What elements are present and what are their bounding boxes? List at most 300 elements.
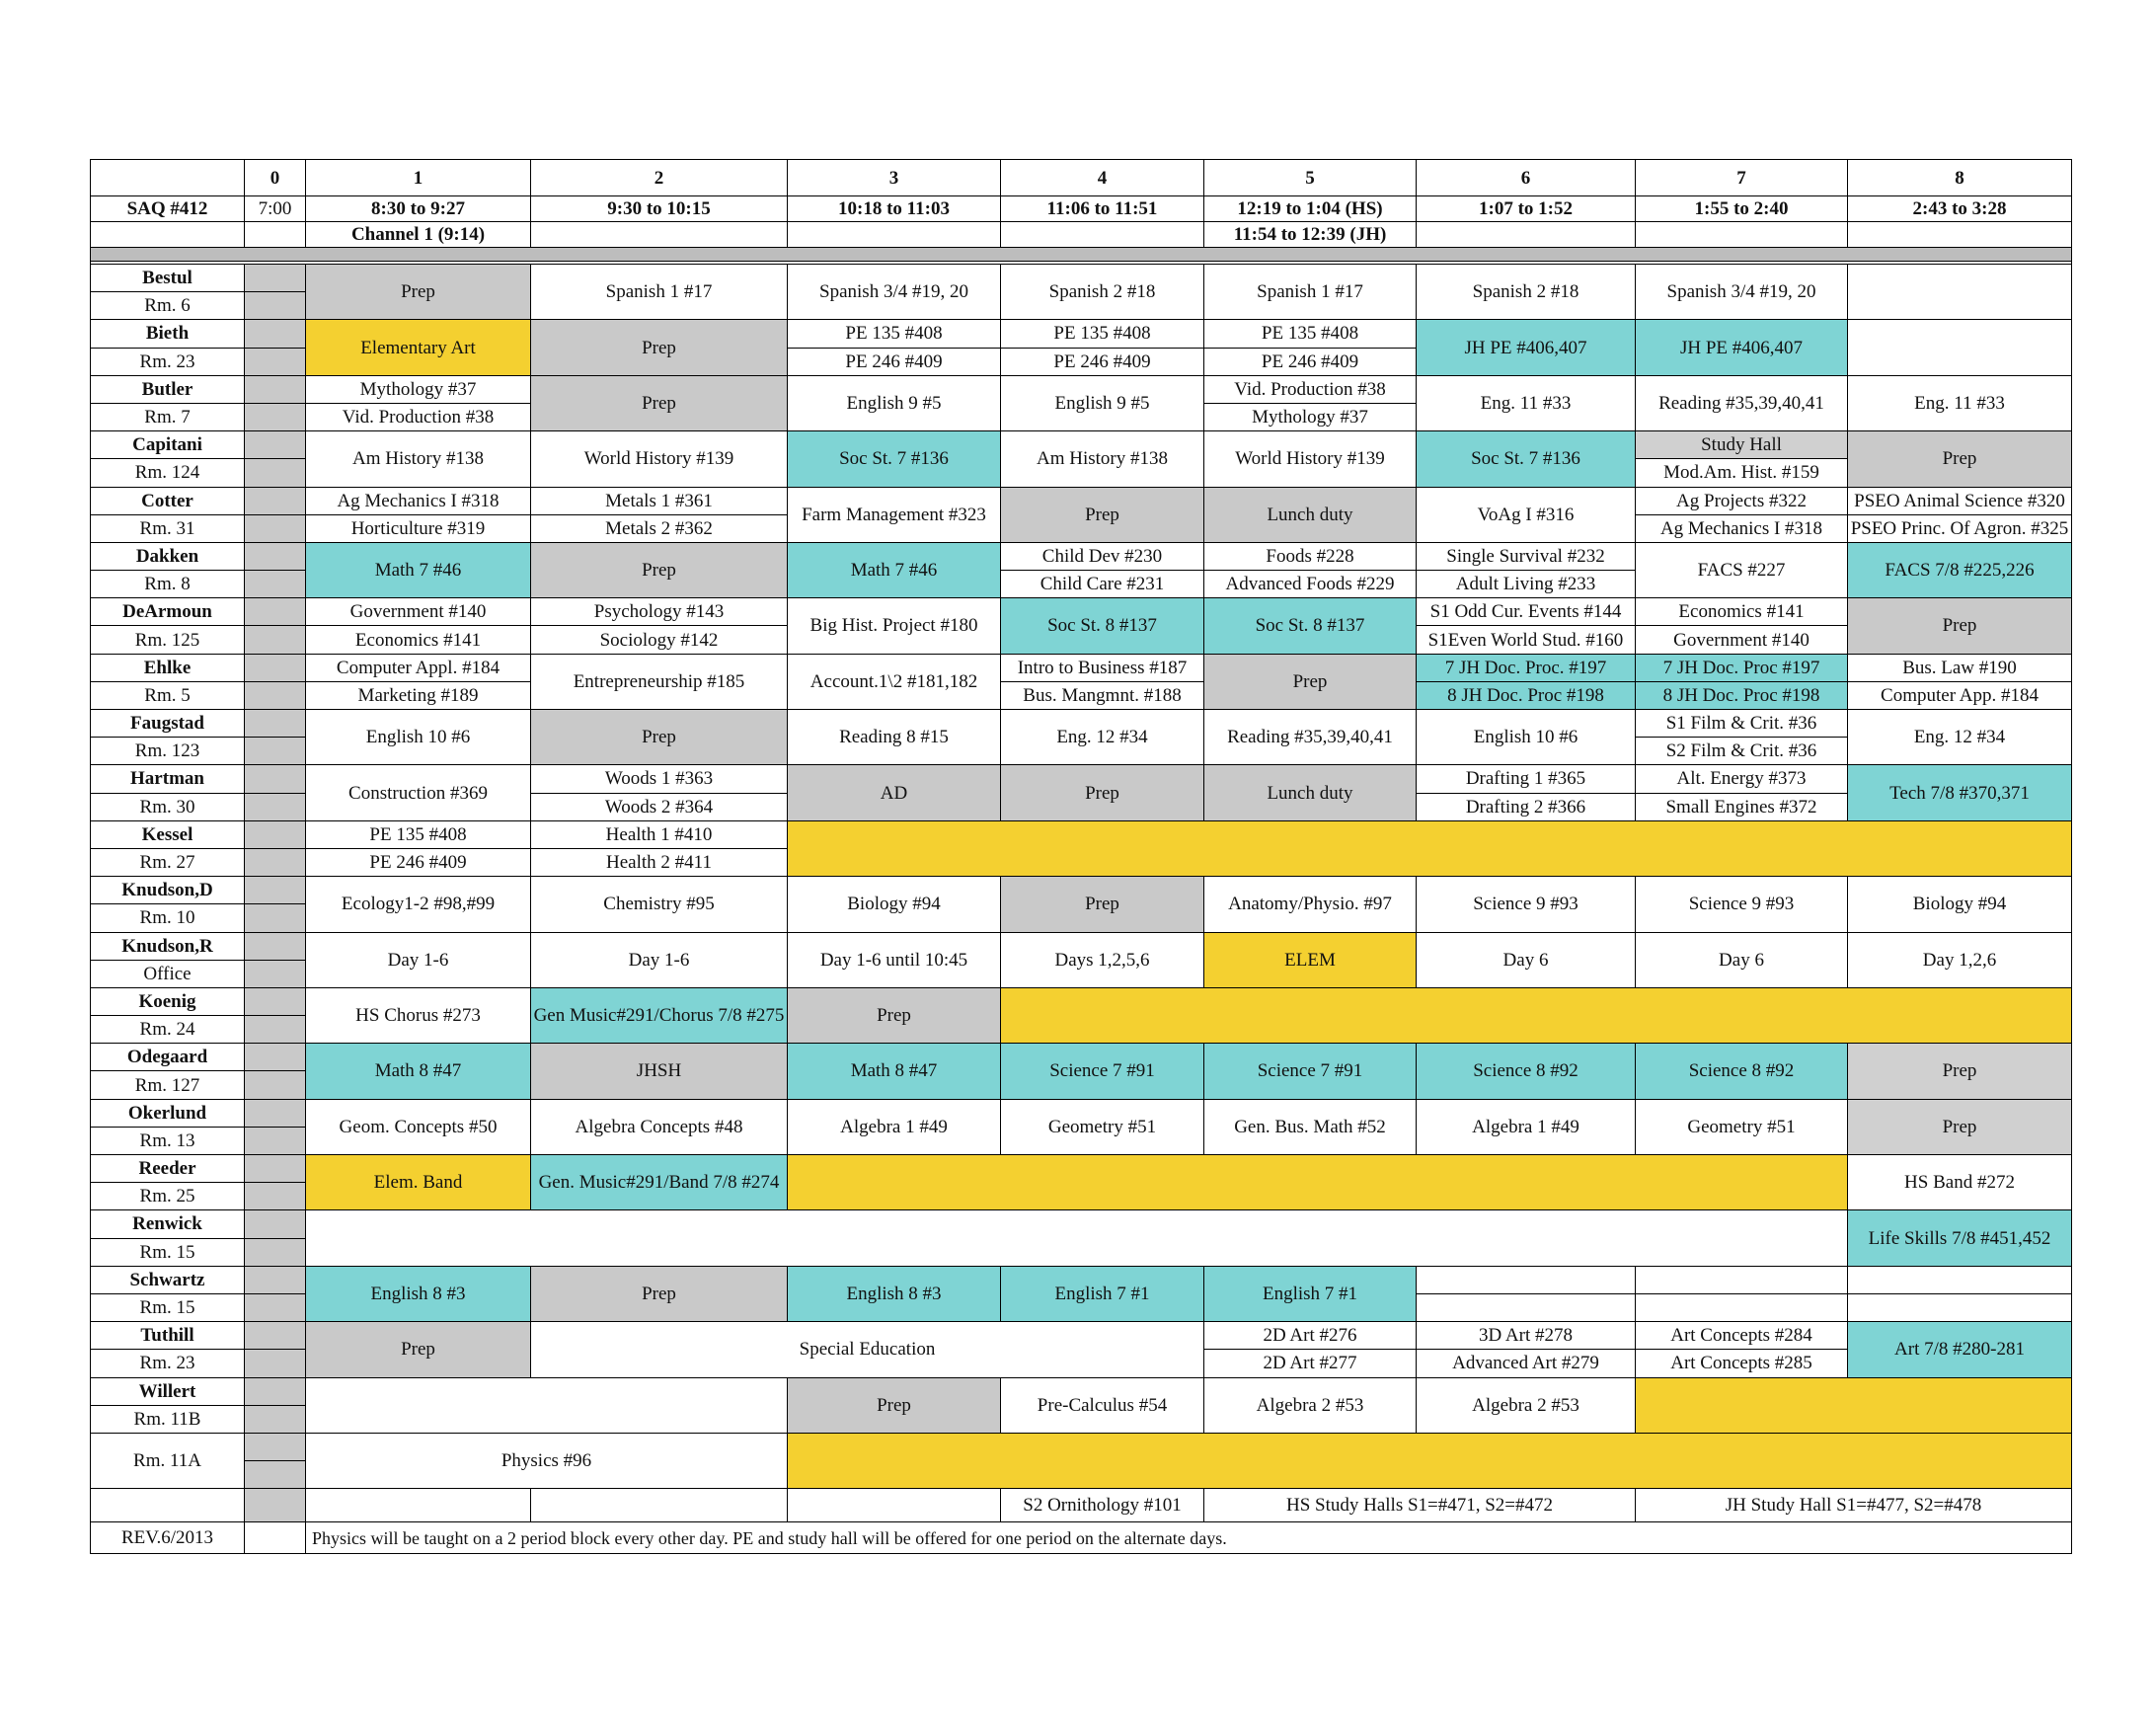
period-number: 6 bbox=[1417, 159, 1636, 196]
saq-label: SAQ #412 bbox=[90, 196, 245, 222]
class-cell: 3D Art #278 bbox=[1417, 1322, 1636, 1350]
blank-cell bbox=[245, 222, 306, 248]
class-cell: English 8 #3 bbox=[788, 1267, 1001, 1322]
period-0-cell bbox=[245, 626, 306, 654]
class-cell: Government #140 bbox=[306, 598, 531, 626]
period-0-cell bbox=[245, 988, 306, 1016]
class-cell: 8 JH Doc. Proc #198 bbox=[1417, 682, 1636, 710]
class-cell: Big Hist. Project #180 bbox=[788, 598, 1001, 654]
class-cell: Marketing #189 bbox=[306, 682, 531, 710]
class-cell: FACS #227 bbox=[1636, 543, 1848, 598]
class-cell: ELEM bbox=[1204, 933, 1417, 988]
blank-cell bbox=[788, 222, 1001, 248]
class-cell: Prep bbox=[1204, 655, 1417, 710]
class-cell: JH Study Hall S1=#477, S2=#478 bbox=[1636, 1489, 2072, 1522]
teacher-name: Okerlund bbox=[90, 1100, 245, 1128]
class-cell: Intro to Business #187 bbox=[1001, 655, 1204, 682]
class-cell: Spanish 3/4 #19, 20 bbox=[1636, 265, 1848, 320]
teacher-name: Faugstad bbox=[90, 710, 245, 738]
class-cell: Drafting 1 #365 bbox=[1417, 765, 1636, 793]
class-cell: 2D Art #277 bbox=[1204, 1350, 1417, 1377]
class-cell: Child Care #231 bbox=[1001, 571, 1204, 598]
class-cell: Eng. 11 #33 bbox=[1848, 376, 2072, 431]
period-0-cell bbox=[245, 488, 306, 515]
class-cell: Child Dev #230 bbox=[1001, 543, 1204, 571]
class-cell: PSEO Princ. Of Agron. #325 bbox=[1848, 515, 2072, 543]
teacher-room: Rm. 24 bbox=[90, 1016, 245, 1044]
class-cell: Day 6 bbox=[1417, 933, 1636, 988]
class-cell: Drafting 2 #366 bbox=[1417, 794, 1636, 821]
class-cell: Gen. Bus. Math #52 bbox=[1204, 1100, 1417, 1155]
class-cell: World History #139 bbox=[1204, 431, 1417, 487]
unavailable-block bbox=[788, 1155, 1848, 1210]
period-0-cell bbox=[245, 1210, 306, 1238]
period-time: 12:19 to 1:04 (HS) bbox=[1204, 196, 1417, 222]
class-cell: Sociology #142 bbox=[531, 626, 788, 654]
unavailable-block bbox=[1001, 988, 2072, 1044]
class-cell: Day 1-6 bbox=[306, 933, 531, 988]
class-cell: English 7 #1 bbox=[1204, 1267, 1417, 1322]
period-0-cell bbox=[245, 349, 306, 376]
class-cell: English 10 #6 bbox=[306, 710, 531, 765]
class-cell: Elementary Art bbox=[306, 320, 531, 375]
class-cell: Reading 8 #15 bbox=[788, 710, 1001, 765]
class-cell: S1Even World Stud. #160 bbox=[1417, 626, 1636, 654]
class-cell: Art Concepts #285 bbox=[1636, 1350, 1848, 1377]
class-cell: Soc St. 7 #136 bbox=[1417, 431, 1636, 487]
class-cell: English 7 #1 bbox=[1001, 1267, 1204, 1322]
class-cell: Spanish 2 #18 bbox=[1417, 265, 1636, 320]
class-cell: Advanced Foods #229 bbox=[1204, 571, 1417, 598]
period-0-cell bbox=[245, 765, 306, 793]
class-cell: Advanced Art #279 bbox=[1417, 1350, 1636, 1377]
class-cell: Algebra 1 #49 bbox=[788, 1100, 1001, 1155]
class-cell: Spanish 1 #17 bbox=[1204, 265, 1417, 320]
teacher-name: DeArmoun bbox=[90, 598, 245, 626]
class-cell: Eng. 12 #34 bbox=[1001, 710, 1204, 765]
class-cell: Chemistry #95 bbox=[531, 877, 788, 932]
class-cell: Algebra 2 #53 bbox=[1204, 1378, 1417, 1434]
teacher-room: Rm. 11A bbox=[90, 1434, 245, 1489]
class-cell: FACS 7/8 #225,226 bbox=[1848, 543, 2072, 598]
class-cell: Bus. Law #190 bbox=[1848, 655, 2072, 682]
class-cell: Day 1,2,6 bbox=[1848, 933, 2072, 988]
class-cell: VoAg I #316 bbox=[1417, 488, 1636, 543]
period-0-cell bbox=[245, 1183, 306, 1210]
period-0-cell bbox=[245, 821, 306, 849]
class-cell: Vid. Production #38 bbox=[1204, 376, 1417, 404]
jh-time: 11:54 to 12:39 (JH) bbox=[1204, 222, 1417, 248]
period-0-cell bbox=[245, 376, 306, 404]
class-cell: Biology #94 bbox=[788, 877, 1001, 932]
class-cell: Small Engines #372 bbox=[1636, 794, 1848, 821]
class-cell: Bus. Mangmnt. #188 bbox=[1001, 682, 1204, 710]
class-cell: PSEO Animal Science #320 bbox=[1848, 488, 2072, 515]
period-0-cell bbox=[245, 1406, 306, 1434]
period-time: 10:18 to 11:03 bbox=[788, 196, 1001, 222]
period-time: 8:30 to 9:27 bbox=[306, 196, 531, 222]
class-cell: Computer App. #184 bbox=[1848, 682, 2072, 710]
period-0-cell bbox=[245, 292, 306, 320]
class-cell: Account.1\2 #181,182 bbox=[788, 655, 1001, 710]
period-number: 3 bbox=[788, 159, 1001, 196]
class-cell: Mod.Am. Hist. #159 bbox=[1636, 459, 1848, 487]
class-cell: Pre-Calculus #54 bbox=[1001, 1378, 1204, 1434]
teacher-room: Rm. 6 bbox=[90, 292, 245, 320]
class-cell: Spanish 1 #17 bbox=[531, 265, 788, 320]
teacher-room: Rm. 27 bbox=[90, 849, 245, 877]
teacher-name: Dakken bbox=[90, 543, 245, 571]
class-cell: Horticulture #319 bbox=[306, 515, 531, 543]
class-cell: Science 8 #92 bbox=[1636, 1044, 1848, 1099]
class-cell: PE 246 #409 bbox=[1204, 349, 1417, 376]
teacher-room: Rm. 15 bbox=[90, 1239, 245, 1267]
class-cell: HS Study Halls S1=#471, S2=#472 bbox=[1204, 1489, 1636, 1522]
period-0-cell bbox=[245, 1100, 306, 1128]
class-cell: Prep bbox=[1001, 877, 1204, 932]
period-time: 11:06 to 11:51 bbox=[1001, 196, 1204, 222]
period-number: 7 bbox=[1636, 159, 1848, 196]
schedule-grid bbox=[90, 159, 2072, 1557]
period-time: 1:07 to 1:52 bbox=[1417, 196, 1636, 222]
teacher-room: Rm. 15 bbox=[90, 1294, 245, 1322]
class-cell: Science 7 #91 bbox=[1204, 1044, 1417, 1099]
teacher-name: Schwartz bbox=[90, 1267, 245, 1294]
class-cell: PE 135 #408 bbox=[1204, 320, 1417, 348]
period-0-cell bbox=[245, 1378, 306, 1406]
unavailable-block bbox=[788, 1434, 2072, 1489]
class-cell: PE 246 #409 bbox=[1001, 349, 1204, 376]
class-cell: Science 9 #93 bbox=[1417, 877, 1636, 932]
period-0-cell bbox=[245, 849, 306, 877]
period-0-cell bbox=[245, 1461, 306, 1489]
class-cell: Lunch duty bbox=[1204, 765, 1417, 820]
class-cell bbox=[1848, 320, 2072, 375]
teacher-room: Rm. 10 bbox=[90, 904, 245, 932]
class-cell: English 9 #5 bbox=[788, 376, 1001, 431]
period-number: 2 bbox=[531, 159, 788, 196]
teacher-name: Hartman bbox=[90, 765, 245, 793]
class-cell: Algebra 2 #53 bbox=[1417, 1378, 1636, 1434]
period-0-cell bbox=[245, 543, 306, 571]
blank-cell bbox=[306, 1489, 531, 1522]
class-cell: Soc St. 8 #137 bbox=[1001, 598, 1204, 654]
class-cell: S1 Film & Crit. #36 bbox=[1636, 710, 1848, 738]
class-cell: Anatomy/Physio. #97 bbox=[1204, 877, 1417, 932]
period-0-cell bbox=[245, 265, 306, 292]
class-cell: PE 135 #408 bbox=[306, 821, 531, 849]
blank-cell bbox=[531, 1489, 788, 1522]
teacher-room: Rm. 8 bbox=[90, 571, 245, 598]
class-cell: Prep bbox=[531, 376, 788, 431]
teacher-name: Kessel bbox=[90, 821, 245, 849]
class-cell: Prep bbox=[1001, 765, 1204, 820]
teacher-room: Rm. 30 bbox=[90, 794, 245, 821]
class-cell: AD bbox=[788, 765, 1001, 820]
class-cell: English 8 #3 bbox=[306, 1267, 531, 1322]
class-cell: 8 JH Doc. Proc #198 bbox=[1636, 682, 1848, 710]
period-0-cell bbox=[245, 710, 306, 738]
class-cell: Prep bbox=[531, 543, 788, 598]
teacher-name: Bieth bbox=[90, 320, 245, 348]
class-cell: Computer Appl. #184 bbox=[306, 655, 531, 682]
class-cell: Days 1,2,5,6 bbox=[1001, 933, 1204, 988]
class-cell: Mythology #37 bbox=[306, 376, 531, 404]
class-cell: Prep bbox=[531, 1267, 788, 1322]
class-cell: Gen. Music#291/Band 7/8 #274 bbox=[531, 1155, 788, 1210]
period-time: 1:55 to 2:40 bbox=[1636, 196, 1848, 222]
period-0-cell bbox=[245, 1350, 306, 1377]
class-cell: Science 7 #91 bbox=[1001, 1044, 1204, 1099]
empty-cell bbox=[1636, 1267, 1848, 1294]
class-cell: Prep bbox=[1848, 598, 2072, 654]
class-cell: Prep bbox=[1848, 1044, 2072, 1099]
period-0-cell bbox=[245, 320, 306, 348]
class-cell: Elem. Band bbox=[306, 1155, 531, 1210]
period-0-cell bbox=[245, 794, 306, 821]
revision-label: REV.6/2013 bbox=[90, 1522, 245, 1554]
blank-cell bbox=[90, 222, 245, 248]
class-cell: Algebra 1 #49 bbox=[1417, 1100, 1636, 1155]
period-0-cell bbox=[245, 598, 306, 626]
empty-cell bbox=[1636, 1294, 1848, 1322]
class-cell: Day 1-6 bbox=[531, 933, 788, 988]
class-cell: S2 Ornithology #101 bbox=[1001, 1489, 1204, 1522]
class-cell: Single Survival #232 bbox=[1417, 543, 1636, 571]
teacher-room: Rm. 25 bbox=[90, 1183, 245, 1210]
teacher-name: Knudson,D bbox=[90, 877, 245, 904]
class-cell: Soc St. 8 #137 bbox=[1204, 598, 1417, 654]
class-cell: Math 7 #46 bbox=[306, 543, 531, 598]
class-cell: Algebra Concepts #48 bbox=[531, 1100, 788, 1155]
class-cell: Biology #94 bbox=[1848, 877, 2072, 932]
period-0-cell bbox=[245, 571, 306, 598]
period-time: 9:30 to 10:15 bbox=[531, 196, 788, 222]
class-cell: Mythology #37 bbox=[1204, 404, 1417, 431]
class-cell: Eng. 12 #34 bbox=[1848, 710, 2072, 765]
class-cell: Entrepreneurship #185 bbox=[531, 655, 788, 710]
blank-cell bbox=[1848, 222, 2072, 248]
teacher-name: Knudson,R bbox=[90, 933, 245, 961]
class-cell: Vid. Production #38 bbox=[306, 404, 531, 431]
class-cell: Special Education bbox=[531, 1322, 1204, 1377]
teacher-name: Capitani bbox=[90, 431, 245, 459]
teacher-name: Butler bbox=[90, 376, 245, 404]
class-cell: Art Concepts #284 bbox=[1636, 1322, 1848, 1350]
class-cell: 7 JH Doc. Proc #197 bbox=[1636, 655, 1848, 682]
teacher-room: Rm. 23 bbox=[90, 1350, 245, 1377]
period-0-cell bbox=[245, 1267, 306, 1294]
teacher-room: Rm. 124 bbox=[90, 459, 245, 487]
class-cell: Day 1-6 until 10:45 bbox=[788, 933, 1001, 988]
class-cell: S1 Odd Cur. Events #144 bbox=[1417, 598, 1636, 626]
period-0-cell bbox=[245, 1239, 306, 1267]
empty-block bbox=[306, 1210, 1848, 1266]
class-cell: English 10 #6 bbox=[1417, 710, 1636, 765]
blank-cell bbox=[1001, 222, 1204, 248]
teacher-name: Koenig bbox=[90, 988, 245, 1016]
blank-cell bbox=[245, 1522, 306, 1554]
teacher-room: Rm. 127 bbox=[90, 1071, 245, 1099]
class-cell: JH PE #406,407 bbox=[1417, 320, 1636, 375]
class-cell: Spanish 3/4 #19, 20 bbox=[788, 265, 1001, 320]
period-0-cell bbox=[245, 1155, 306, 1183]
period-0-cell bbox=[245, 1434, 306, 1461]
class-cell: JHSH bbox=[531, 1044, 788, 1099]
class-cell: HS Chorus #273 bbox=[306, 988, 531, 1044]
class-cell: PE 135 #408 bbox=[788, 320, 1001, 348]
period-0-cell bbox=[245, 431, 306, 459]
empty-block bbox=[306, 1378, 788, 1434]
period-time: 2:43 to 3:28 bbox=[1848, 196, 2072, 222]
teacher-name: Cotter bbox=[90, 488, 245, 515]
period-0-cell bbox=[245, 515, 306, 543]
teacher-room: Rm. 13 bbox=[90, 1128, 245, 1155]
channel-label: Channel 1 (9:14) bbox=[306, 222, 531, 248]
class-cell: Am History #138 bbox=[1001, 431, 1204, 487]
class-cell: Tech 7/8 #370,371 bbox=[1848, 765, 2072, 820]
period-number: 1 bbox=[306, 159, 531, 196]
class-cell: Math 8 #47 bbox=[306, 1044, 531, 1099]
class-cell: Health 1 #410 bbox=[531, 821, 788, 849]
class-cell: 2D Art #276 bbox=[1204, 1322, 1417, 1350]
class-cell bbox=[1848, 265, 2072, 320]
class-cell: Prep bbox=[306, 265, 531, 320]
class-cell: Prep bbox=[531, 320, 788, 375]
blank-cell bbox=[1417, 222, 1636, 248]
class-cell: Study Hall bbox=[1636, 431, 1848, 459]
period-0-cell bbox=[245, 933, 306, 961]
class-cell: Prep bbox=[788, 1378, 1001, 1434]
class-cell: Eng. 11 #33 bbox=[1417, 376, 1636, 431]
unavailable-block bbox=[788, 821, 2072, 877]
teacher-name: Bestul bbox=[90, 265, 245, 292]
period-0-cell bbox=[245, 682, 306, 710]
class-cell: 7 JH Doc. Proc. #197 bbox=[1417, 655, 1636, 682]
class-cell: World History #139 bbox=[531, 431, 788, 487]
empty-cell bbox=[1848, 1294, 2072, 1322]
class-cell: Prep bbox=[1848, 1100, 2072, 1155]
teacher-room: Rm. 125 bbox=[90, 626, 245, 654]
blank-cell bbox=[1636, 222, 1848, 248]
teacher-room: Office bbox=[90, 961, 245, 988]
period-0-cell bbox=[245, 738, 306, 765]
period-0-cell bbox=[245, 904, 306, 932]
class-cell: Prep bbox=[788, 988, 1001, 1044]
class-cell: Ag Projects #322 bbox=[1636, 488, 1848, 515]
empty-cell bbox=[1417, 1267, 1636, 1294]
class-cell: Prep bbox=[531, 710, 788, 765]
period-number: 8 bbox=[1848, 159, 2072, 196]
class-cell: S2 Film & Crit. #36 bbox=[1636, 738, 1848, 765]
footer-note: Physics will be taught on a 2 period block every other day. PE and study hall will be offered for one period on the alternate days. bbox=[306, 1522, 2072, 1554]
teacher-room: Rm. 5 bbox=[90, 682, 245, 710]
teacher-name: Odegaard bbox=[90, 1044, 245, 1071]
empty-cell bbox=[1417, 1294, 1636, 1322]
period-0-cell bbox=[245, 1489, 306, 1522]
class-cell: Health 2 #411 bbox=[531, 849, 788, 877]
teacher-room: Rm. 23 bbox=[90, 349, 245, 376]
class-cell: Economics #141 bbox=[1636, 598, 1848, 626]
class-cell: Prep bbox=[1001, 488, 1204, 543]
class-cell: Ecology1-2 #98,#99 bbox=[306, 877, 531, 932]
class-cell: Art 7/8 #280-281 bbox=[1848, 1322, 2072, 1377]
class-cell: Prep bbox=[1848, 431, 2072, 487]
period-number: 0 bbox=[245, 159, 306, 196]
class-cell: JH PE #406,407 bbox=[1636, 320, 1848, 375]
class-cell: Soc St. 7 #136 bbox=[788, 431, 1001, 487]
class-cell: PE 246 #409 bbox=[788, 349, 1001, 376]
period-0-cell bbox=[245, 655, 306, 682]
class-cell: Gen Music#291/Chorus 7/8 #275 bbox=[531, 988, 788, 1044]
teacher-name: Ehlke bbox=[90, 655, 245, 682]
class-cell: Lunch duty bbox=[1204, 488, 1417, 543]
class-cell: Geometry #51 bbox=[1001, 1100, 1204, 1155]
class-cell: PE 135 #408 bbox=[1001, 320, 1204, 348]
class-cell: Life Skills 7/8 #451,452 bbox=[1848, 1210, 2072, 1266]
class-cell: Ag Mechanics I #318 bbox=[1636, 515, 1848, 543]
teacher-name: Willert bbox=[90, 1378, 245, 1406]
period-0-cell bbox=[245, 1294, 306, 1322]
period-0-cell bbox=[245, 1016, 306, 1044]
class-cell: Alt. Energy #373 bbox=[1636, 765, 1848, 793]
class-cell: Woods 2 #364 bbox=[531, 794, 788, 821]
teacher-name: Tuthill bbox=[90, 1322, 245, 1350]
unavailable-block bbox=[1636, 1378, 2072, 1434]
blank-cell bbox=[531, 222, 788, 248]
period-time: 7:00 bbox=[245, 196, 306, 222]
class-cell: Woods 1 #363 bbox=[531, 765, 788, 793]
class-cell: Adult Living #233 bbox=[1417, 571, 1636, 598]
class-cell: Foods #228 bbox=[1204, 543, 1417, 571]
header-corner bbox=[90, 159, 245, 196]
blank-cell bbox=[90, 1489, 245, 1522]
period-0-cell bbox=[245, 877, 306, 904]
class-cell: Am History #138 bbox=[306, 431, 531, 487]
period-0-cell bbox=[245, 404, 306, 431]
teacher-room: Rm. 7 bbox=[90, 404, 245, 431]
class-cell: Geometry #51 bbox=[1636, 1100, 1848, 1155]
class-cell: Reading #35,39,40,41 bbox=[1204, 710, 1417, 765]
class-cell: Geom. Concepts #50 bbox=[306, 1100, 531, 1155]
class-cell: Ag Mechanics I #318 bbox=[306, 488, 531, 515]
teacher-room: Rm. 123 bbox=[90, 738, 245, 765]
class-cell: Government #140 bbox=[1636, 626, 1848, 654]
class-cell: HS Band #272 bbox=[1848, 1155, 2072, 1210]
blank-cell bbox=[788, 1489, 1001, 1522]
teacher-room: Rm. 31 bbox=[90, 515, 245, 543]
class-cell: Reading #35,39,40,41 bbox=[1636, 376, 1848, 431]
period-0-cell bbox=[245, 459, 306, 487]
class-cell: Farm Management #323 bbox=[788, 488, 1001, 543]
class-cell: Math 7 #46 bbox=[788, 543, 1001, 598]
class-cell: Prep bbox=[306, 1322, 531, 1377]
period-0-cell bbox=[245, 1128, 306, 1155]
teacher-name: Reeder bbox=[90, 1155, 245, 1183]
class-cell: Science 9 #93 bbox=[1636, 877, 1848, 932]
class-cell: Day 6 bbox=[1636, 933, 1848, 988]
gray-divider bbox=[90, 248, 2072, 262]
class-cell: Physics #96 bbox=[306, 1434, 788, 1489]
period-0-cell bbox=[245, 1044, 306, 1071]
teacher-room: Rm. 11B bbox=[90, 1406, 245, 1434]
class-cell: PE 246 #409 bbox=[306, 849, 531, 877]
class-cell: English 9 #5 bbox=[1001, 376, 1204, 431]
class-cell: Metals 1 #361 bbox=[531, 488, 788, 515]
class-cell: Economics #141 bbox=[306, 626, 531, 654]
class-cell: Psychology #143 bbox=[531, 598, 788, 626]
empty-cell bbox=[1848, 1267, 2072, 1294]
